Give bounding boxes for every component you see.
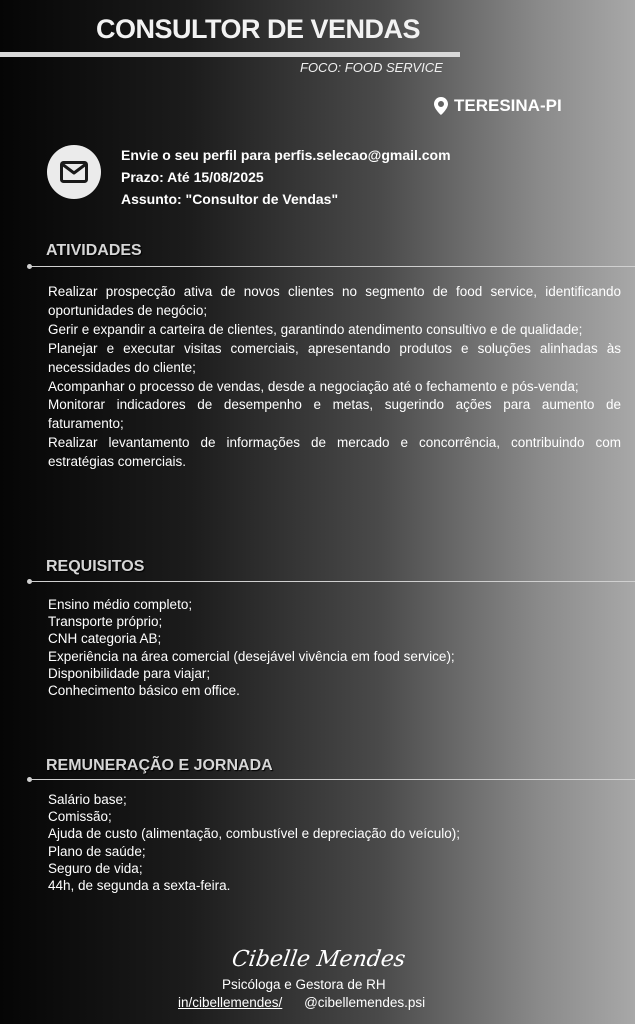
instagram-handle[interactable]: @cibellemendes.psi [304, 995, 426, 1010]
list-item: Disponibilidade para viajar; [48, 665, 211, 681]
list-item: Ensino médio completo; [48, 597, 193, 612]
list-item: Transporte próprio; [48, 614, 163, 630]
list-item: Realizar levantamento de informações de mercado e concorrência, contribuindo com estratégias comerciais. [48, 435, 621, 470]
list-item: Experiência na área comercial (desejável vivência em food service); [48, 648, 455, 664]
activities-divider [30, 266, 635, 267]
location-pin-icon [434, 97, 448, 115]
email-subject: Assunto: "Consultor de Vendas" [121, 191, 339, 207]
deadline: Prazo: Até 15/08/2025 [121, 169, 264, 185]
list-item: Ajuda de custo (alimentação, combustível e depreciação do veículo); [48, 826, 460, 842]
list-item: Salário base; [48, 792, 127, 807]
job-focus: FOCO: FOOD SERVICE [300, 60, 443, 75]
requirements-heading: REQUISITOS [46, 558, 145, 575]
activities-heading: ATIVIDADES [46, 242, 142, 259]
list-item: Monitorar indicadores de desempenho e metas, sugerindo ações para aumento de faturamento; [48, 397, 621, 432]
page-title: CONSULTOR DE VENDAS [96, 14, 421, 44]
linkedin-link[interactable]: in/cibellemendes/ [178, 995, 283, 1010]
list-item: Realizar prospecção ativa de novos clientes no segmento de food service, identificando oportunidades de negócio; [48, 284, 621, 318]
activities-list [48, 283, 621, 472]
list-item: 44h, de segunda a sexta-feira. [48, 878, 231, 894]
author-role: Psicóloga e Gestora de RH [222, 977, 386, 992]
list-item: Comissão; [48, 809, 112, 825]
social-links [178, 995, 425, 1010]
requirements-divider [30, 581, 635, 582]
list-item: Gerir e expandir a carteira de clientes, garantindo atendimento consultivo e de qualidade; [48, 321, 583, 337]
compensation-list [48, 791, 460, 894]
list-item: Seguro de vida; [48, 860, 143, 876]
signature: Cibelle Mendes [230, 947, 407, 972]
mail-badge [47, 145, 101, 199]
list-item: Conhecimento básico em office. [48, 683, 240, 699]
email-instruction: Envie o seu perfil para perfis.selecao@gmail.com [121, 147, 451, 163]
list-item: Planejar e executar visitas comerciais, apresentando produtos e soluções alinhadas às necessidades do cliente; [48, 340, 621, 375]
requirements-list [48, 596, 455, 699]
compensation-heading: REMUNERAÇÃO E JORNADA [46, 757, 273, 774]
list-item: Acompanhar o processo de vendas, desde a negociação até o fechamento e pós-venda; [48, 378, 579, 394]
application-info [121, 144, 451, 210]
location-label: TERESINA-PI [454, 96, 562, 115]
list-item: Plano de saúde; [48, 843, 146, 859]
list-item: CNH categoria AB; [48, 631, 162, 647]
envelope-icon [60, 161, 88, 183]
compensation-divider [30, 779, 635, 780]
location [434, 96, 562, 116]
title-underline [0, 52, 460, 57]
